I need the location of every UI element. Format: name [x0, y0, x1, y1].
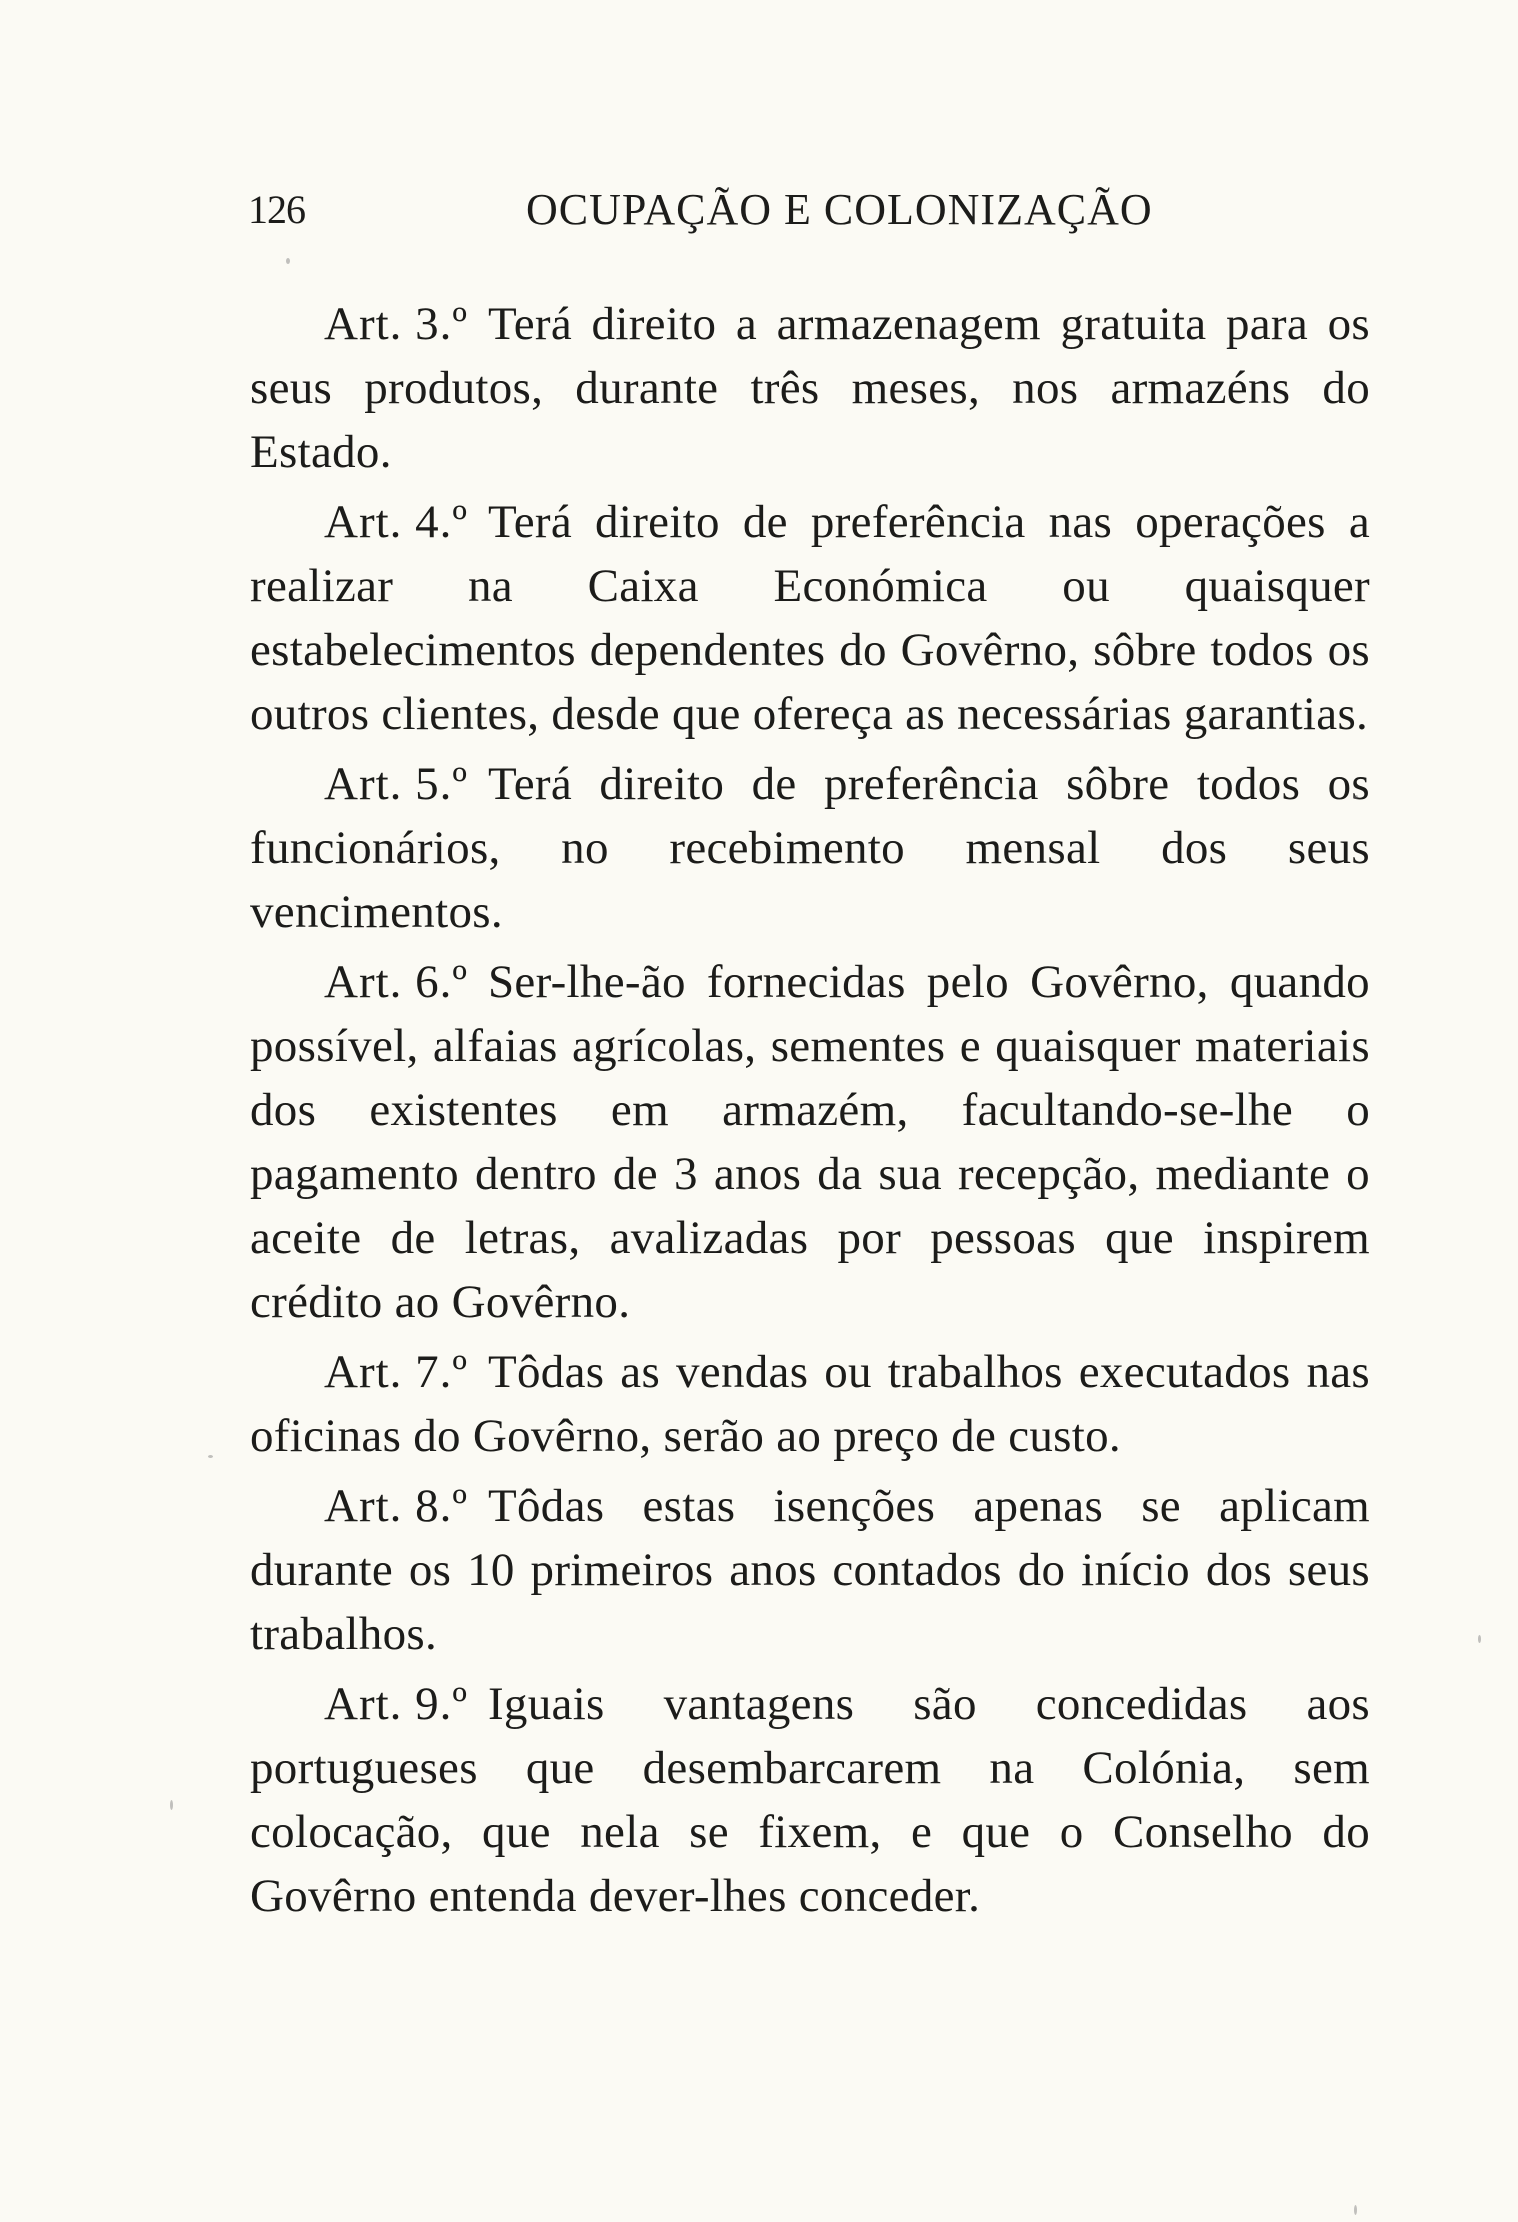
paper-speck: [170, 1800, 173, 1810]
article-text: Tôdas as vendas ou trabalhos executados nas oficinas do Govêrno, serão ao preço de custo.: [250, 1346, 1370, 1462]
article-5: [250, 752, 1370, 944]
article-text: Terá direito de preferência nas operações a realizar na Caixa Económica ou quaisquer estabelecimentos dependentes do Govêrno, sôbre todos os outros clientes, desde que ofereça as necessárias garantias.: [250, 496, 1370, 740]
paper-speck: [208, 1455, 213, 1458]
article-text: Terá direito de preferência sôbre todos os funcionários, no recebimento mensal dos seus vencimentos.: [250, 758, 1370, 938]
article-text: Tôdas estas isenções apenas se aplicam durante os 10 primeiros anos contados do início dos seus trabalhos.: [250, 1480, 1370, 1660]
article-label: Art. 3.º: [324, 298, 468, 350]
article-8: [250, 1474, 1370, 1666]
running-title: OCUPAÇÃO E COLONIZAÇÃO: [526, 185, 1153, 234]
article-label: Art. 8.º: [324, 1480, 468, 1532]
paper-speck: [286, 258, 290, 264]
article-label: Art. 6.º: [324, 956, 468, 1008]
article-7: [250, 1340, 1370, 1468]
running-head: [248, 182, 1153, 242]
article-text: Terá direito a armazenagem gratuita para os seus produtos, durante três meses, nos armazéns do Estado.: [250, 298, 1370, 478]
paper-speck: [1478, 1635, 1481, 1643]
article-label: Art. 4.º: [324, 496, 468, 548]
article-text: Ser-lhe-ão fornecidas pelo Govêrno, quando possível, alfaias agrícolas, sementes e quaisquer materiais dos existentes em armazém, facultando-se-lhe o pagamento dentro de 3 anos da sua recepção, mediante o aceite de letras, avalizadas por pessoas que inspirem crédito ao Govêrno.: [250, 956, 1370, 1328]
paper-speck: [1354, 795, 1358, 799]
article-3: [250, 292, 1370, 484]
article-9: [250, 1672, 1370, 1928]
article-6: [250, 950, 1370, 1334]
article-text: Iguais vantagens são concedidas aos portugueses que desembarcarem na Colónia, sem colocação, que nela se fixem, e que o Conselho do Govêrno entenda dever-lhes conceder.: [250, 1678, 1370, 1922]
paper-speck: [1354, 2205, 1357, 2215]
article-label: Art. 9.º: [324, 1678, 468, 1730]
article-4: [250, 490, 1370, 746]
article-label: Art. 5.º: [324, 758, 468, 810]
page-number: 126: [248, 187, 305, 232]
article-label: Art. 7.º: [324, 1346, 468, 1398]
body-text: [250, 292, 1370, 1934]
